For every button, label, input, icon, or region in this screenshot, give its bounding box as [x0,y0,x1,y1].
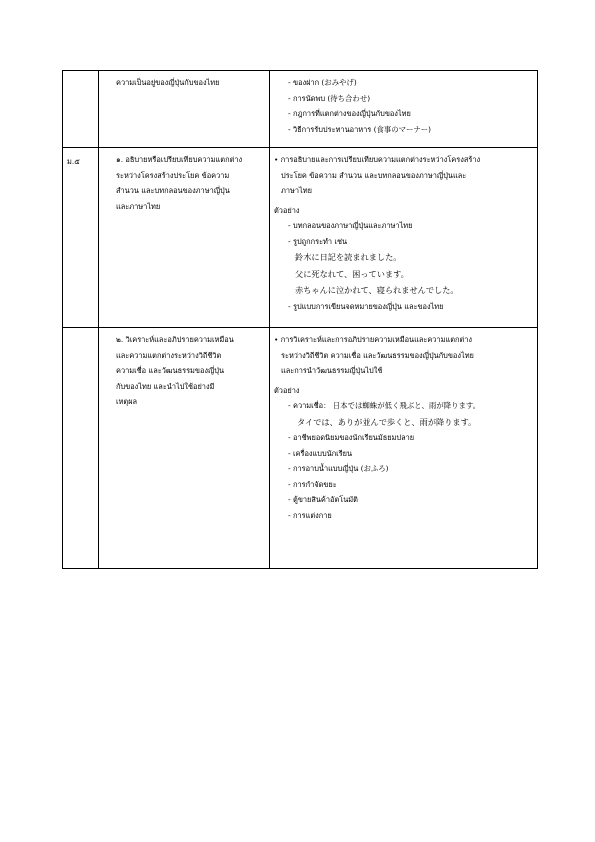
content-line: 父に死なれて、困っています。 [295,268,409,279]
content-line: - กฎการที่แตกต่างของญี่ปุ่นกับของไทย [288,109,411,118]
content-line: - ของฝาก (おみやげ) [288,78,357,87]
standard-line: ๑. อธิบายหรือเปรียบเทียบความแตกต่าง [116,155,243,164]
grade-cell [63,71,99,148]
example-heading: ตัวอย่าง [274,205,300,215]
standard-cell [99,148,270,328]
standard-line: ระหว่างโครงสร้างประโยค ข้อความ [116,170,230,180]
grade-label [63,328,98,334]
content-line: 赤ちゃんに泣かれて、寝られませんでした。 [295,285,459,295]
table-row [63,328,538,569]
content-line: 鈴木に日記を読まれました。 [295,252,402,262]
content-cell [270,328,538,569]
standard-line: ความเชื่อ และวัฒนธรรมของญี่ปุ่น [116,366,225,375]
content-line: - รูปถูกกระทำ เช่น [288,236,348,246]
content-line: - การแต่งกาย [288,510,332,520]
content-line: - การกำจัดขยะ [288,479,337,489]
standard-line: และภาษาไทย [116,201,161,211]
grade-cell [63,328,99,569]
table-row [63,71,538,148]
standard-line: กับของไทย และนำไปใช้อย่างมี [116,381,215,391]
content-line: - วิธีการรับประทานอาหาร (食事のマーナー) [288,124,432,134]
content-cell [270,148,538,328]
standard-line: สำนวน และบทกลอนของภาษาญี่ปุ่น [116,186,230,195]
standard-line: ๒. วิเคราะห์และอภิปรายความเหมือน [116,335,234,344]
content-line: - ตู้ขายสินค้าอัตโนมัติ [288,495,358,504]
content-line: - รูปแบบการเขียนจดหมายของญี่ปุ่น และของไทย [288,301,444,311]
grade-label: ม.๕ [67,157,80,166]
standard-cell [99,328,270,569]
standard-line: เหตุผล [116,397,138,406]
content-line: ระหว่างวิถีชีวิต ความเชื่อ และวัฒนธรรมของญี่ปุ่นกับของไทย [281,350,474,360]
grade-cell [63,148,99,328]
content-line: - การอาบน้ำแบบญี่ปุ่น (おふろ) [288,464,389,473]
content-cell [270,71,538,148]
content-line: - เครื่องแบบนักเรียน [288,448,353,458]
content-line: - อาชีพยอดนิยมของนักเรียนมัธยมปลาย [288,433,415,442]
content-line: - บทกลอนของภาษาญี่ปุ่นและภาษาไทย [288,221,413,230]
content-line: - การนัดพบ (待ち合わせ) [288,93,371,103]
grade-label [63,71,98,77]
standard-line: และความแตกต่างระหว่างวิถีชีวิต [116,350,222,360]
standard-line: ความเป็นอยู่ของญี่ปุ่นกับของไทย [116,78,220,87]
example-heading: ตัวอย่าง [274,385,300,395]
standard-cell [99,71,270,148]
curriculum-table [62,70,538,569]
content-line: タイでは、ありが並んで歩くと、雨が降ります。 [297,416,477,427]
content-line: ภาษาไทย [281,186,312,195]
content-line: • การอธิบายและการเปรียบเทียบความแตกต่างระหว่างโครงสร้าง [274,155,481,164]
table-row [63,148,538,328]
content-line: • การวิเคราะห์และการอภิปรายความเหมือนและความแตกต่าง [274,335,473,344]
content-line: ประโยค ข้อความ สำนวน และบทกลอนของภาษาญี่ปุ่นและ [281,170,467,180]
content-line: - ความเชื่อ： 日本では蜘蛛が低く飛ぶと、雨が降ります。 [288,401,481,410]
content-line: และการนำวัฒนธรรมญี่ปุ่นไปใช้ [281,366,383,375]
